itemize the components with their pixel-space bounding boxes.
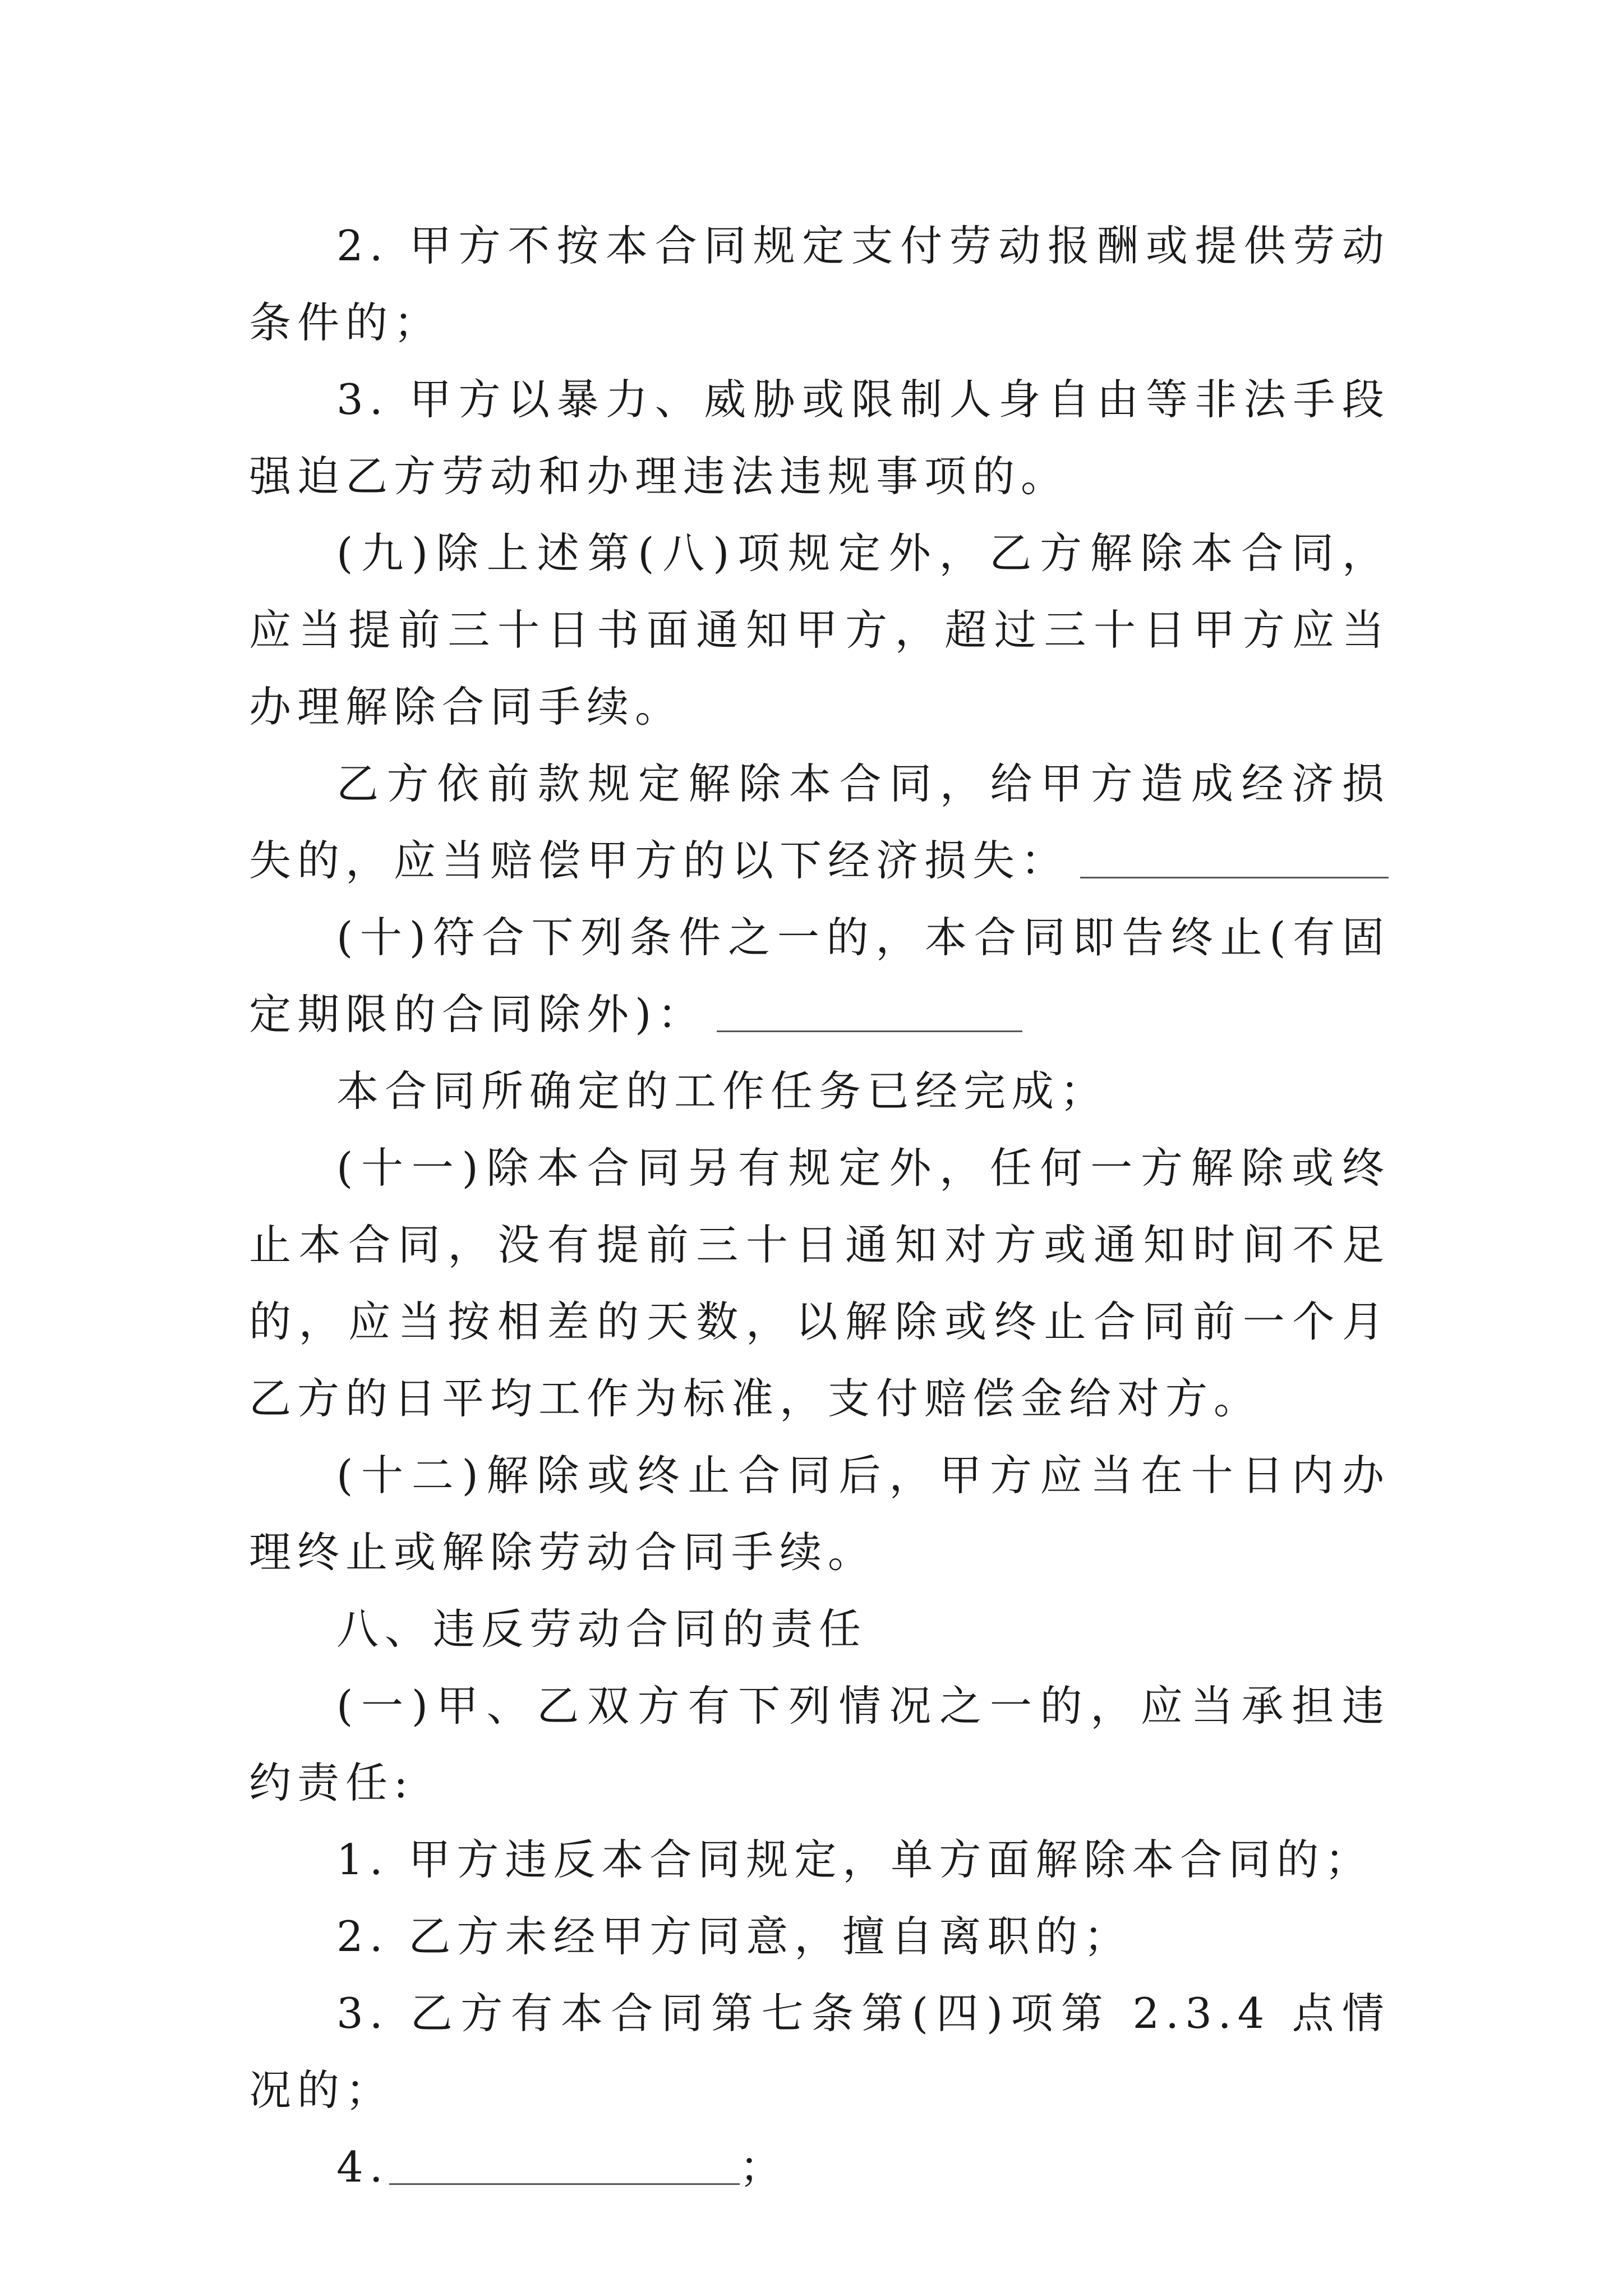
- paragraph-text: 3. 甲方以暴力、威胁或限制人身自由等非法手段强迫乙方劳动和办理违法违规事项的。: [249, 375, 1390, 501]
- paragraph-text: 本合同所确定的工作任务已经完成；: [336, 1066, 1109, 1116]
- list-item: [249, 2129, 1390, 2206]
- paragraph: [249, 1130, 1390, 1437]
- paragraph: [249, 899, 1390, 1053]
- list-item: [249, 1898, 1390, 1975]
- paragraph: [249, 208, 1390, 361]
- section-heading: [249, 1591, 1390, 1668]
- paragraph-text: (九)除上述第(八)项规定外，乙方解除本合同，应当提前三十日书面通知甲方，超过三十日甲方应当办理解除合同手续。: [249, 528, 1390, 731]
- list-item-text: 1. 甲方违反本合同规定，单方面解除本合同的；: [336, 1835, 1373, 1884]
- paragraph: [249, 1668, 1390, 1821]
- paragraph: [249, 361, 1390, 515]
- paragraph: [249, 746, 1390, 899]
- paragraph-text: (一)甲、乙双方有下列情况之一的，应当承担违约责任:: [249, 1681, 1390, 1807]
- paragraph: [249, 1053, 1390, 1130]
- list-item-text: 2. 乙方未经甲方同意，擅自离职的；: [336, 1912, 1132, 1961]
- paragraph: [249, 515, 1390, 746]
- fill-in-blank[interactable]: [1080, 838, 1389, 878]
- list-item-number: 4.: [336, 2142, 389, 2192]
- section-heading-text: 八、违反劳动合同的责任: [336, 1604, 868, 1654]
- paragraph-text: (十一)除本合同另有规定外，任何一方解除或终止本合同，没有提前三十日通知对方或通知时间不足的，应当按相差的天数，以解除或终止合同前一个月乙方的日平均工作为标准，支付赔偿金给对方。: [249, 1143, 1390, 1423]
- list-item: [249, 1975, 1390, 2129]
- paragraph-text: 乙方依前款规定解除本合同，给甲方造成经济损失的，应当赔偿甲方的以下经济损失：: [249, 759, 1390, 885]
- paragraph: [249, 1437, 1390, 1591]
- paragraph-text: 2. 甲方不按本合同规定支付劳动报酬或提供劳动条件的；: [249, 221, 1390, 347]
- list-item: [249, 1821, 1390, 1898]
- fill-in-blank[interactable]: [717, 991, 1022, 1032]
- paragraph-text: (十二)解除或终止合同后，甲方应当在十日内办理终止或解除劳动合同手续。: [249, 1451, 1390, 1577]
- list-item-text: 3. 乙方有本合同第七条第(四)项第 2.3.4 点情况的；: [249, 1989, 1390, 2115]
- document-body: [249, 208, 1390, 2206]
- fill-in-blank[interactable]: [389, 2144, 740, 2185]
- list-item-punctuation: ；: [739, 2142, 788, 2192]
- paragraph-text: (十)符合下列条件之一的，本合同即告终止(有固定期限的合同除外)：: [249, 913, 1390, 1039]
